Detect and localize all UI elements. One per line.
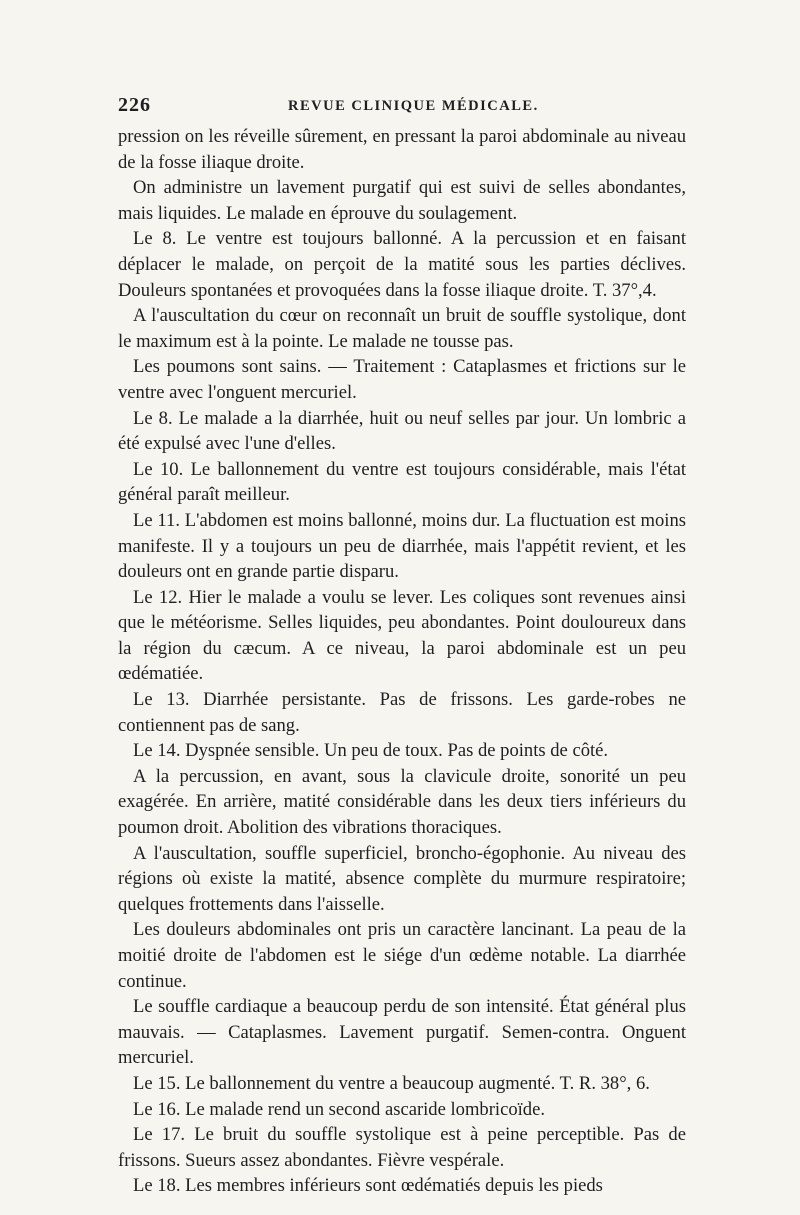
paragraph: Le 17. Le bruit du souffle systolique est à peine perceptible. Pas de frissons. Sueurs assez abondantes. Fièvre vespérale. bbox=[118, 1124, 686, 1171]
paragraph: A l'auscultation du cœur on reconnaît un bruit de souffle systolique, dont le maximum est à la pointe. Le malade ne tousse pas. bbox=[118, 305, 686, 352]
paragraph: Les poumons sont sains. — Traitement : Cataplasmes et frictions sur le ventre avec l'onguent mercuriel. bbox=[118, 356, 686, 403]
paragraph: A la percussion, en avant, sous la clavicule droite, sonorité un peu exagérée. En arrière, matité considérable dans les deux tiers inférieurs du poumon droit. Abolition des vibrations thoraciques. bbox=[118, 765, 686, 839]
paragraph: Le souffle cardiaque a beaucoup perdu de son intensité. État général plus mauvais. — Cataplasmes. Lavement purgatif. Semen-contra. Onguent mercuriel. bbox=[118, 996, 686, 1069]
running-title: REVUE CLINIQUE MÉDICALE. bbox=[288, 98, 539, 114]
paragraph: Le 11. L'abdomen est moins ballonné, moins dur. La fluctuation est moins manifeste. Il y a toujours un peu de diarrhée, mais l'appétit revient, et les douleurs ont en grande partie disparu. bbox=[118, 509, 686, 583]
paragraph: On administre un lavement purgatif qui est suivi de selles abondantes, mais liquides. Le malade en éprouve du soulagement. bbox=[118, 177, 686, 224]
paragraph: Le 18. Les membres inférieurs sont œdématiés depuis les pieds bbox=[133, 1175, 603, 1197]
paragraph: Les douleurs abdominales ont pris un caractère lancinant. La peau de la moitié droite de l'abdomen est le siége d'un œdème notable. La diarrhée continue. bbox=[118, 919, 686, 992]
paragraph: Le 15. Le ballonnement du ventre a beaucoup augmenté. T. R. 38°, 6. bbox=[133, 1072, 650, 1094]
paragraph: pression on les réveille sûrement, en pressant la paroi abdominale au niveau de la fosse iliaque droite. bbox=[118, 126, 686, 173]
paragraph: Le 16. Le malade rend un second ascaride lombricoïde. bbox=[133, 1098, 545, 1120]
paragraph: Le 14. Dyspnée sensible. Un peu de toux. Pas de points de côté. bbox=[133, 740, 609, 762]
paragraph: Le 10. Le ballonnement du ventre est toujours considérable, mais l'état général paraît meilleur. bbox=[118, 458, 686, 506]
page-header bbox=[118, 94, 693, 120]
paragraph: A l'auscultation, souffle superficiel, broncho-égophonie. Au niveau des régions où existe la matité, absence complète du murmure respiratoire; quelques frottements dans l'aisselle. bbox=[118, 842, 686, 915]
paragraph: Le 8. Le ventre est toujours ballonné. A la percussion et en faisant déplacer le malade, on perçoit de la matité sous les parties déclives. Douleurs spontanées et provoquées dans la fosse iliaque droite. T. 37°,4. bbox=[118, 228, 686, 301]
paragraph: Le 12. Hier le malade a voulu se lever. Les coliques sont revenues ainsi que le météorisme. Selles liquides, peu abondantes. Point douloureux dans la région du cæcum. A ce niveau, la paroi abdominale est un peu œdématiée. bbox=[118, 586, 686, 685]
paragraph: Le 13. Diarrhée persistante. Pas de frissons. Les garde-robes ne contiennent pas de sang. bbox=[118, 689, 686, 736]
body-text bbox=[118, 124, 686, 1199]
page-number: 226 bbox=[118, 94, 151, 116]
paragraph: Le 8. Le malade a la diarrhée, huit ou neuf selles par jour. Un lombric a été expulsé avec l'une d'elles. bbox=[118, 407, 686, 455]
